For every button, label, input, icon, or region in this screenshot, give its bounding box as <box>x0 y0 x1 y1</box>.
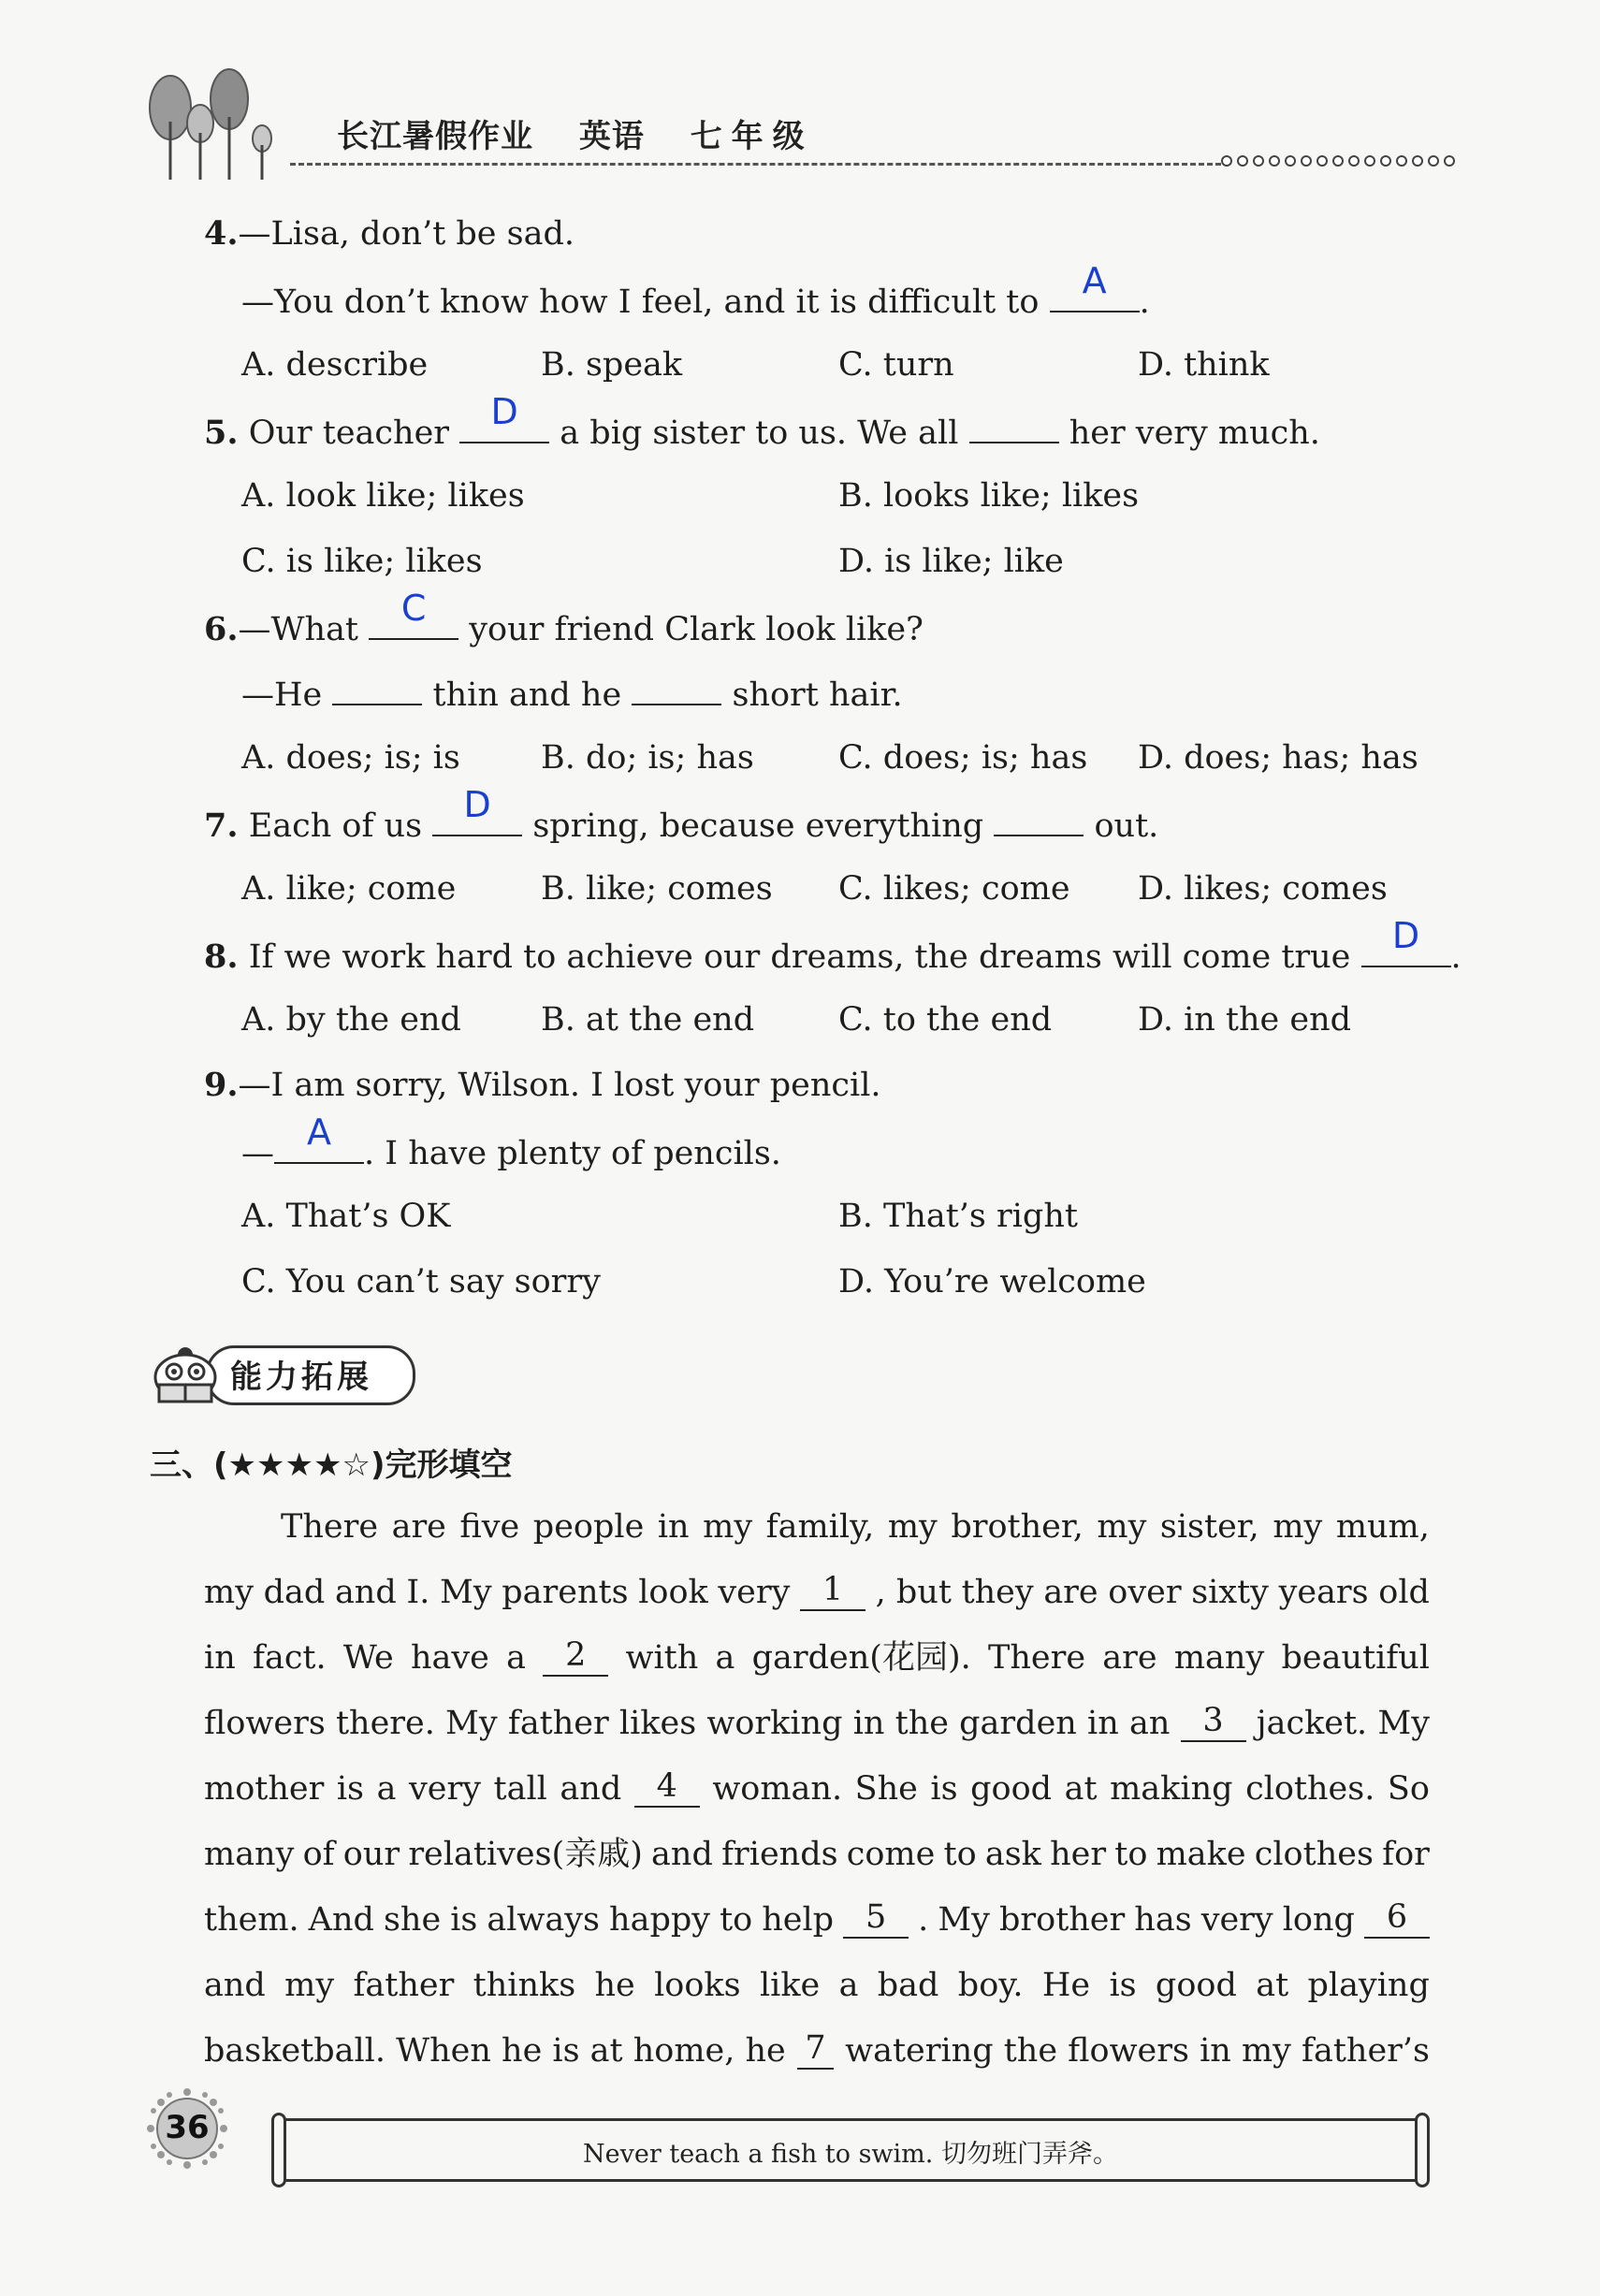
question-text: out. <box>1094 807 1159 845</box>
passage-word: looks <box>654 1967 741 2004</box>
passage-word: my <box>1273 1508 1323 1546</box>
passage-word: in <box>657 1508 690 1546</box>
passage-word: making <box>1110 1770 1233 1808</box>
passage-word: make <box>1156 1836 1246 1873</box>
passage-word: and <box>651 1836 713 1873</box>
question-text: —You don’t know how I feel, and it is difficult to <box>241 283 1040 321</box>
cloze-blank-6[interactable]: 6 <box>1364 1899 1430 1939</box>
passage-line-6 <box>204 1834 1430 1875</box>
question-text: your friend Clark look like? <box>469 611 924 648</box>
passage-word: ask <box>984 1836 1041 1873</box>
answer-blank[interactable] <box>459 391 549 443</box>
passage-word: There <box>281 1508 379 1546</box>
question-text: Our teacher <box>248 414 450 452</box>
answer-blank[interactable] <box>332 672 422 705</box>
passage-word: in <box>1087 1705 1119 1742</box>
subject: 英语 <box>578 118 645 155</box>
passage-word: bad <box>877 1967 939 2004</box>
handwritten-answer: D <box>1391 915 1420 956</box>
page-number-badge <box>145 2086 229 2171</box>
passage-word: brother <box>998 1901 1126 1939</box>
passage-word: have <box>410 1639 489 1677</box>
passage-word: garden(花园). <box>751 1639 971 1677</box>
passage-word: are <box>1043 1574 1098 1611</box>
passage-word: my <box>887 1508 938 1546</box>
passage-word: clothes. <box>1245 1770 1375 1808</box>
passage-word: of <box>302 1836 335 1873</box>
passage-word: and <box>204 1967 266 2004</box>
passage-word: my <box>1097 1508 1147 1546</box>
passage-text: basketball. When he is at home, he <box>204 2032 786 2070</box>
passage-word: woman. <box>712 1770 843 1808</box>
handwritten-answer: D <box>463 784 491 825</box>
passage-word: garden <box>959 1705 1077 1742</box>
passage-word: mother <box>204 1770 325 1808</box>
cloze-blank-5[interactable]: 5 <box>843 1899 909 1939</box>
passage-word: thinks <box>473 1967 576 2004</box>
question-text: . <box>1139 283 1150 321</box>
option-c: C. likes; come <box>838 870 1070 908</box>
passage-word: And <box>308 1901 374 1939</box>
passage-word: five <box>459 1508 520 1546</box>
passage-word: clothes <box>1254 1836 1374 1873</box>
option-a: A. That’s OK <box>241 1198 451 1235</box>
passage-word: playing <box>1307 1967 1430 2004</box>
passage-line-3 <box>204 1637 1430 1678</box>
passage-line-1 <box>281 1506 1430 1548</box>
answer-blank[interactable] <box>274 1112 364 1164</box>
cloze-blank-3[interactable]: 3 <box>1181 1703 1246 1742</box>
question-7-line-1 <box>204 784 1159 847</box>
handwritten-answer: C <box>400 588 427 629</box>
header-dots <box>1221 155 1455 167</box>
passage-text: watering the flowers in my father’s <box>845 2032 1430 2070</box>
passage-word: good <box>1155 1967 1237 2004</box>
question-9-line-1 <box>204 1065 881 1106</box>
passage-word: them. <box>204 1901 299 1939</box>
answer-blank[interactable] <box>369 588 458 640</box>
passage-line-5 <box>204 1768 1430 1809</box>
question-text: short hair. <box>732 676 903 714</box>
section-badge <box>148 1336 419 1411</box>
passage-word: a <box>506 1639 526 1677</box>
passage-word: my <box>204 1574 254 1611</box>
passage-word: at <box>1256 1967 1289 2004</box>
question-number: 8. <box>204 937 239 976</box>
handwritten-answer: A <box>307 1112 331 1153</box>
passage-word: are <box>391 1508 446 1546</box>
passage-word: mum, <box>1335 1508 1430 1546</box>
question-4-line-2 <box>241 260 1150 323</box>
proverb-text: Never teach a fish to swim. 切勿班门弄斧。 <box>583 2140 1118 2169</box>
question-text: . I have plenty of pencils. <box>364 1135 781 1172</box>
passage-word: her <box>1050 1836 1107 1873</box>
passage-word: friends <box>721 1836 838 1873</box>
passage-word: are <box>1102 1639 1157 1677</box>
question-text: —He <box>241 676 323 714</box>
passage-word: very <box>718 1574 791 1611</box>
cloze-blank-2[interactable]: 2 <box>543 1637 608 1677</box>
passage-word: happy <box>609 1901 711 1939</box>
passage-word: fact. <box>253 1639 327 1677</box>
passage-word: working <box>706 1705 843 1742</box>
handwritten-answer: D <box>490 391 518 432</box>
option-b: B. like; comes <box>541 870 773 908</box>
question-number: 9. <box>204 1066 239 1104</box>
option-b: B. at the end <box>541 1001 755 1039</box>
passage-word: with <box>625 1639 699 1677</box>
passage-word: good <box>970 1770 1053 1808</box>
badge-label: 能力拓展 <box>230 1359 372 1396</box>
grade: 七年级 <box>690 118 814 155</box>
option-a: A. does; is; is <box>241 739 460 777</box>
question-text: —What <box>238 611 358 648</box>
passage-word: , but <box>875 1574 952 1611</box>
question-text: . <box>1450 938 1462 976</box>
cloze-blank-7[interactable]: 7 <box>797 2030 834 2070</box>
passage-word: help <box>762 1901 835 1939</box>
passage-word: old <box>1378 1574 1430 1611</box>
passage-word: sister, <box>1159 1508 1259 1546</box>
option-a: A. like; come <box>241 870 457 908</box>
passage-word: very <box>408 1770 481 1808</box>
passage-word: to <box>1114 1836 1148 1873</box>
passage-word: she <box>383 1901 442 1939</box>
passage-word: long <box>1282 1901 1355 1939</box>
header-divider <box>290 163 1221 166</box>
passage-word: like <box>759 1967 821 2004</box>
passage-word: She <box>854 1770 918 1808</box>
passage-word: He <box>1041 1967 1091 2004</box>
passage-word: My <box>1377 1705 1430 1742</box>
passage-word: relatives(亲戚) <box>408 1836 643 1873</box>
passage-word: family, <box>765 1508 875 1546</box>
passage-word: over <box>1108 1574 1182 1611</box>
passage-word: at <box>1064 1770 1098 1808</box>
passage-word: a <box>838 1967 859 2004</box>
passage-word: father <box>353 1967 455 2004</box>
option-d: D. does; has; has <box>1138 739 1418 777</box>
passage-word: many <box>1173 1639 1265 1677</box>
passage-word: I. <box>406 1574 430 1611</box>
answer-blank[interactable] <box>994 803 1084 836</box>
passage-word: my <box>284 1967 335 2004</box>
question-text: — <box>241 1135 274 1172</box>
option-c: C. to the end <box>838 1001 1053 1039</box>
passage-word: is <box>1109 1967 1137 2004</box>
passage-word: a <box>715 1639 735 1677</box>
passage-word: in <box>204 1639 236 1677</box>
question-text: Each of us <box>248 807 423 845</box>
passage-word: flowers <box>204 1705 326 1742</box>
option-c: C. does; is; has <box>838 739 1088 777</box>
passage-word: parents <box>502 1574 629 1611</box>
answer-blank[interactable] <box>632 672 721 705</box>
passage-word: There <box>988 1639 1086 1677</box>
option-d: D. think <box>1138 346 1270 384</box>
passage-word: very <box>1200 1901 1273 1939</box>
passage-word: My <box>445 1705 498 1742</box>
passage-word: dad <box>263 1574 326 1611</box>
passage-word: he <box>594 1967 635 2004</box>
trees-logo-icon <box>140 65 281 182</box>
answer-blank[interactable] <box>1361 915 1451 967</box>
passage-word: is <box>450 1901 478 1939</box>
passage-word: sixty <box>1191 1574 1269 1611</box>
passage-word: is <box>336 1770 365 1808</box>
passage-word: to <box>720 1901 753 1939</box>
passage-word: years <box>1278 1574 1369 1611</box>
passage-word: people <box>532 1508 645 1546</box>
passage-line-7 <box>204 1899 1430 1940</box>
option-b: B. looks like; likes <box>838 477 1140 515</box>
passage-word: for <box>1382 1836 1430 1873</box>
passage-word: has <box>1134 1901 1192 1939</box>
option-a: A. describe <box>241 346 429 384</box>
option-b: B. speak <box>541 346 683 384</box>
passage-word: there. <box>335 1705 435 1742</box>
passage-line-2 <box>204 1572 1430 1613</box>
passage-word: beautiful <box>1281 1639 1430 1677</box>
passage-word: to <box>943 1836 977 1873</box>
passage-word: in <box>852 1705 885 1742</box>
question-4-line-1 <box>204 213 575 254</box>
passage-word: an <box>1128 1705 1171 1742</box>
question-9-line-2 <box>241 1112 781 1174</box>
passage-word: father <box>507 1705 609 1742</box>
question-6-line-2 <box>241 672 903 716</box>
question-text: her very much. <box>1069 414 1320 452</box>
passage-word: my <box>703 1508 753 1546</box>
question-5-line-1 <box>204 391 1320 454</box>
passage-line-4 <box>204 1703 1430 1744</box>
passage-word: We <box>342 1639 394 1677</box>
passage-line-9 <box>204 2030 1430 2071</box>
option-d: D. likes; comes <box>1138 870 1388 908</box>
question-text: spring, because everything <box>532 807 984 845</box>
option-d: D. is like; like <box>838 543 1064 580</box>
passage-word: jacket. <box>1256 1705 1368 1742</box>
option-d: D. in the end <box>1138 1001 1352 1039</box>
question-number: 5. <box>204 414 239 452</box>
option-c: C. You can’t say sorry <box>241 1263 601 1301</box>
passage-word: My <box>440 1574 492 1611</box>
option-a: A. by the end <box>241 1001 461 1039</box>
passage-word: always <box>487 1901 600 1939</box>
passage-word: and <box>334 1574 397 1611</box>
header-title <box>337 110 848 156</box>
question-text: thin and he <box>432 676 622 714</box>
question-8-line-1 <box>204 915 1462 978</box>
passage-word: look <box>638 1574 708 1611</box>
option-a: A. look like; likes <box>241 477 525 515</box>
question-text: —Lisa, don’t be sad. <box>238 215 575 253</box>
passage-word: many <box>204 1836 295 1873</box>
page-number: 36 <box>165 2109 210 2146</box>
passage-word: a <box>376 1770 397 1808</box>
option-b: B. do; is; has <box>541 739 754 777</box>
answer-blank[interactable] <box>432 784 522 836</box>
handwritten-answer: A <box>1082 260 1107 301</box>
question-number: 7. <box>204 807 239 845</box>
option-c: C. is like; likes <box>241 543 483 580</box>
option-c: C. turn <box>838 346 954 384</box>
question-text: a big sister to us. We all <box>560 414 959 452</box>
proverb-scroll <box>271 2113 1430 2187</box>
book-title: 长江暑假作业 <box>337 118 533 155</box>
passage-word: the <box>895 1705 949 1742</box>
passage-word: tall <box>493 1770 547 1808</box>
question-number: 4. <box>204 214 239 253</box>
answer-blank[interactable] <box>1050 260 1140 312</box>
option-d: D. You’re welcome <box>838 1263 1146 1301</box>
passage-line-8 <box>204 1965 1430 2006</box>
section-title: 三、(★★★★☆)完形填空 <box>150 1446 513 1484</box>
passage-word: is <box>930 1770 958 1808</box>
question-6-line-1 <box>204 588 924 650</box>
cloze-blank-1[interactable]: 1 <box>800 1572 865 1611</box>
passage-word: they <box>961 1574 1034 1611</box>
passage-word: come <box>846 1836 936 1873</box>
option-b: B. That’s right <box>838 1198 1078 1235</box>
passage-word: likes <box>618 1705 697 1742</box>
cloze-blank-4[interactable]: 4 <box>634 1768 700 1808</box>
passage-word: brother, <box>951 1508 1084 1546</box>
question-number: 6. <box>204 610 239 648</box>
reading-owl-icon <box>148 1336 241 1411</box>
passage-word: and <box>560 1770 622 1808</box>
answer-blank[interactable] <box>969 410 1059 443</box>
passage-word: . <box>918 1901 929 1939</box>
question-text: —I am sorry, Wilson. I lost your pencil. <box>238 1067 881 1104</box>
passage-word: our <box>342 1836 400 1873</box>
passage-word: So <box>1387 1770 1430 1808</box>
passage-word: My <box>938 1901 990 1939</box>
question-text: If we work hard to achieve our dreams, the dreams will come true <box>248 938 1351 976</box>
passage-word: boy. <box>957 1967 1024 2004</box>
